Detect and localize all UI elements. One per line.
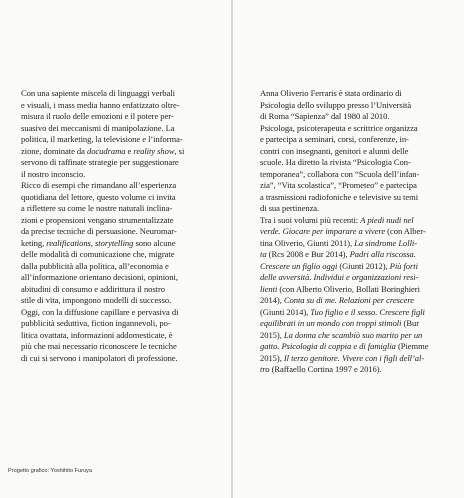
text-line: pubblicità seduttiva, fiction ingannevoli, po- bbox=[21, 318, 171, 328]
text-line: misura il ruolo delle emozioni e il potere per- bbox=[21, 111, 174, 121]
text-line: gatto. Psicologia di coppia e di famiglia (Piemme bbox=[260, 341, 429, 351]
text-line: a trasmissioni radiofoniche e televisive su temi bbox=[260, 191, 419, 202]
right-page bbox=[233, 0, 464, 498]
text-line: 2015), La donna che scambiò suo marito per un bbox=[260, 329, 423, 340]
text-line: il nostro inconscio. bbox=[21, 168, 86, 179]
synopsis-paragraph-2 bbox=[21, 180, 208, 307]
text-line: Oggi, con la diffusione capillare e pervasiva di bbox=[21, 306, 179, 317]
italic-text: gatto. Psicologia di coppia e di famiglia bbox=[260, 341, 396, 351]
italic-text: delle avversità. Individui e organizzazioni resi- bbox=[260, 272, 419, 282]
text-line: stile di vita, impongono modelli di successo. bbox=[21, 295, 172, 305]
italic-text: tro bbox=[260, 364, 270, 374]
text-line: contri con insegnanti, genitori e alunni delle bbox=[260, 145, 409, 156]
bio-paragraph-1 bbox=[260, 88, 450, 123]
italic-text: ta bbox=[260, 249, 267, 259]
text-line: keting, realifications, storytelling sono alcune bbox=[21, 237, 176, 248]
italic-text: reality show bbox=[133, 145, 175, 156]
bio-paragraph-3 bbox=[260, 215, 450, 376]
text-line: tro (Raffaello Cortina 1997 e 2016). bbox=[260, 364, 382, 374]
left-page bbox=[0, 0, 231, 498]
text-line: temporanea”, collabora con “Scuola dell’infan- bbox=[260, 168, 420, 179]
author-bio-text bbox=[260, 88, 450, 376]
text-line: Psicologia dello sviluppo presso l’Università bbox=[260, 99, 412, 110]
text-line: e partecipa a seminari, corsi, conferenze, in- bbox=[260, 134, 409, 144]
text-line: scuole. Ha diretto la rivista “Psicologia Con- bbox=[260, 157, 411, 167]
italic-text: Il terzo genitore. Vivere con i figli dell’al- bbox=[283, 352, 425, 363]
italic-text: realifications bbox=[46, 237, 91, 248]
text-line: da precise tecniche di persuasione. Neuromar- bbox=[21, 226, 177, 236]
text-line: più che mai necessario riconoscere le tecniche bbox=[21, 341, 177, 351]
synopsis-paragraph-1 bbox=[21, 88, 208, 180]
text-line: e visuali, i mass media hanno enfatizzato oltre- bbox=[21, 99, 180, 110]
text-line: di sua pertinenza. bbox=[260, 203, 320, 213]
text-line: tina Oliverio, Giunti 2011), La sindrome Lolli- bbox=[260, 237, 418, 248]
text-line: politica, il marketing, la televisione e l’informa- bbox=[21, 134, 183, 144]
text-line: zione, dominate da docudrama e reality show, si bbox=[21, 145, 185, 156]
text-line: 2014), Conta su di me. Relazioni per crescere bbox=[260, 295, 415, 305]
italic-text: lienti bbox=[260, 283, 278, 294]
text-line: suasivo dei meccanismi di manipolazione. La bbox=[21, 122, 175, 133]
text-line: Ricco di esempi che rimandano all’esperienza bbox=[21, 180, 177, 190]
text-line: zioni e propensioni vengano strumentalizzate bbox=[21, 214, 174, 225]
text-line: zia”, “Vita scolastica”, “Prometeo” e partecipa bbox=[260, 180, 417, 190]
italic-text: equilibrati in un mondo con troppi stimoli bbox=[260, 318, 402, 328]
text-line: di cui si servono i manipolatori di professione. bbox=[21, 352, 178, 363]
italic-text: verde. Giocare per imparare a vivere bbox=[260, 226, 386, 236]
design-credit: Progetto grafico: Yoshihito Furuya bbox=[8, 468, 92, 474]
italic-text: La donna che scambiò suo marito per un bbox=[283, 329, 423, 340]
italic-text: docudrama bbox=[86, 145, 126, 156]
text-line: servono di raffinate strategie per suggestionare bbox=[21, 157, 179, 167]
text-line: ta (Rcs 2008 e Bur 2014), Padri alla riscossa. bbox=[260, 249, 416, 259]
italic-text: storytelling bbox=[95, 237, 134, 248]
text-line: (Giunti 2014), Tuo figlio e il sesso. Crescere figli bbox=[260, 306, 425, 317]
text-line: di Roma “Sapienza” dal 1980 al 2010. bbox=[260, 111, 390, 121]
text-line: a riflettere su come le nostre naturali inclina- bbox=[21, 203, 173, 213]
text-line: 2015), Il terzo genitore. Vivere con i figli dell’al- bbox=[260, 352, 425, 363]
text-line: Psicologa, psicoterapeuta e scrittrice organizza bbox=[260, 122, 418, 133]
text-line: dalla pubblicità alla politica, all’economia e bbox=[21, 260, 169, 271]
italic-text: Padri alla riscossa. bbox=[349, 249, 416, 259]
text-line bbox=[260, 272, 450, 284]
text-line: all’informazione orientano decisioni, opinioni, bbox=[21, 272, 178, 282]
text-line: Anna Oliverio Ferraris è stata ordinario di bbox=[260, 88, 402, 98]
text-line: verde. Giocare per imparare a vivere (con Alber- bbox=[260, 226, 426, 236]
bio-paragraph-2 bbox=[260, 123, 450, 215]
italic-text: La sindrome Lolli- bbox=[354, 237, 418, 248]
text-line: Crescere un figlio oggi (Giunti 2012), Più forti bbox=[260, 260, 418, 271]
italic-text: Tuo figlio e il sesso. Crescere figli bbox=[310, 306, 425, 317]
italic-text: Più forti bbox=[389, 260, 418, 271]
text-line: quotidiana del lettore, questo volume ci invita bbox=[21, 191, 176, 202]
text-line: equilibrati in un mondo con troppi stimoli (Bur bbox=[260, 318, 420, 328]
text-line: litica ovattata, informazioni addomesticate, è bbox=[21, 329, 173, 340]
synopsis-text bbox=[21, 88, 208, 364]
text-line: abitudini di consumo e addirittura il nostro bbox=[21, 283, 166, 294]
text-line: Con una sapiente miscela di linguaggi verbali bbox=[21, 88, 175, 98]
text-line: delle modalità di comunicazione che, migrate bbox=[21, 249, 175, 259]
italic-text: Crescere un figlio oggi bbox=[260, 260, 338, 271]
text-line: lienti (con Alberto Oliverio, Bollati Boringhieri bbox=[260, 283, 420, 294]
italic-text: Conta su di me. Relazioni per crescere bbox=[283, 295, 415, 305]
italic-text: A piedi nudi nel bbox=[360, 214, 414, 225]
text-line: Tra i suoi volumi più recenti: A piedi nudi nel bbox=[260, 214, 414, 225]
synopsis-paragraph-3 bbox=[21, 307, 208, 365]
